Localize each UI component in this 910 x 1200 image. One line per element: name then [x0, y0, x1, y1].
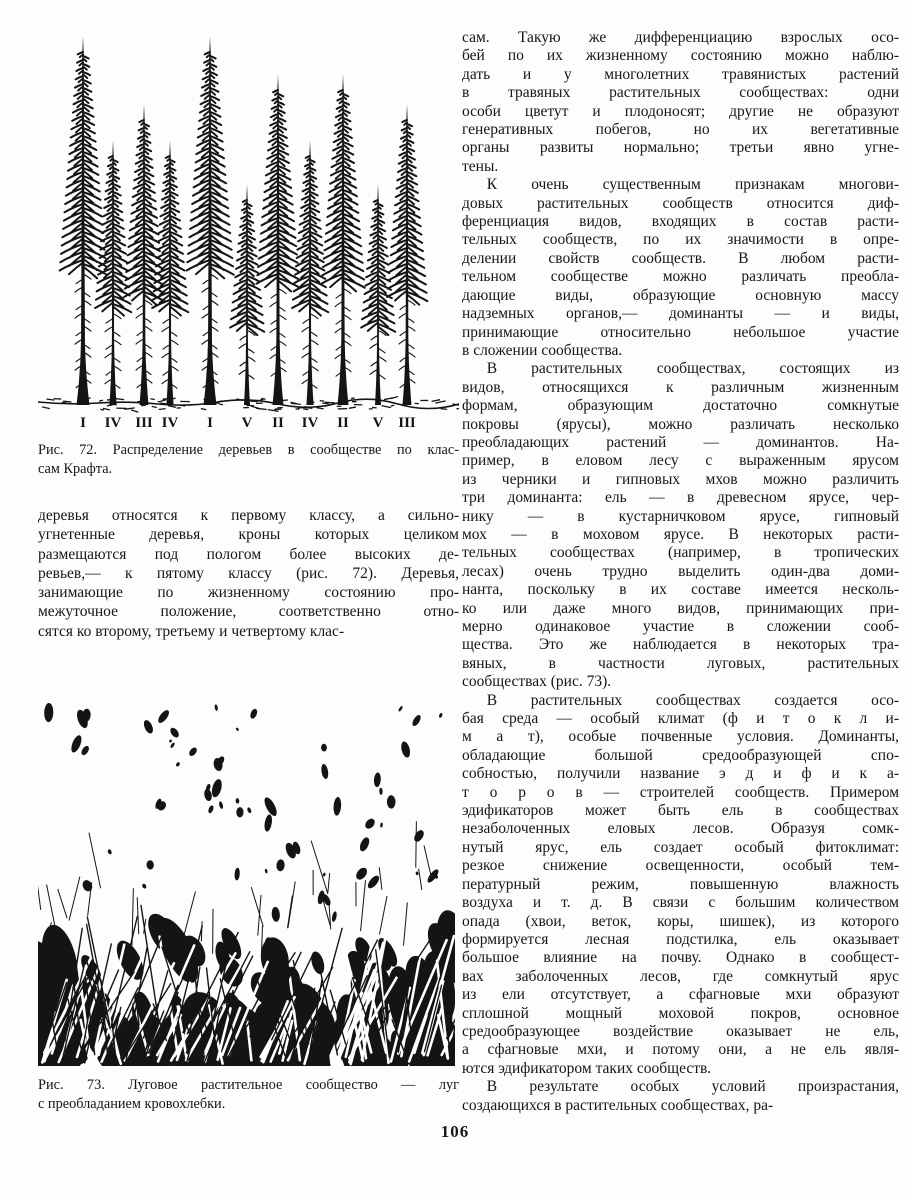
tree-crown-branches — [322, 90, 365, 291]
text-line: видов, относящихся к различным жизненным — [462, 378, 899, 396]
kraft-class-label: V — [372, 415, 384, 431]
seed-head — [426, 868, 441, 884]
seed-head — [203, 788, 213, 802]
page-number: 106 — [440, 1122, 470, 1141]
text-line: размещаются под пологом более высоких де- — [38, 545, 459, 563]
text-line: с преобладанием кровохлебки. — [38, 1095, 226, 1112]
seed-head — [141, 883, 147, 889]
tree-crown-branches — [152, 156, 188, 316]
text-line: в сложении сообщества. — [462, 341, 623, 359]
text-line: нанта, поскольку в их составе имеется несколь- — [462, 581, 899, 599]
kraft-class-label: II — [272, 415, 284, 431]
tree-crown-branches — [95, 156, 131, 316]
text-line: тельном сообществе можно различать преобла- — [462, 268, 899, 286]
seed-head — [358, 836, 371, 853]
text-line: бая среда — особый климат (ф и т о к л и- — [462, 710, 899, 728]
paragraph-1 — [462, 29, 899, 176]
seed-head — [333, 797, 342, 816]
text-line: надземных органов,— доминанты — и виды, — [462, 305, 899, 323]
text-line: преобладающих растений — доминантов. На- — [462, 433, 899, 451]
text-line: вах заболоченных лесов, где сомкнутый ярус — [462, 967, 899, 985]
text-line: в травяных растительных сообществах: одни — [462, 84, 899, 102]
seed-head — [146, 860, 154, 870]
text-line: мох — в моховом ярусе. В некоторых расти- — [462, 525, 899, 543]
text-line: а сфагновые мхи, и потому они, а не ель явля- — [462, 1041, 899, 1059]
text-line: воздуха и т. д. В связи с большим количеством — [462, 894, 899, 912]
text-line: пример, в еловом лесу с выраженным ярусом — [462, 452, 899, 470]
seed-head — [235, 727, 239, 731]
seed-head — [321, 744, 327, 752]
text-line: ко или даже много видов, принимающих при- — [462, 599, 899, 617]
text-line: создающихся в растительных сообществах, ра- — [462, 1096, 774, 1114]
text-line: щества. Это же наблюдается в некоторых тра- — [462, 636, 899, 654]
text-line: сплошной мощный моховой покров, основное — [462, 1004, 899, 1022]
text-line: В растительных сообществах, состоящих из — [486, 360, 899, 378]
text-line: органы развиты нормально; третьи явно угне- — [462, 139, 899, 157]
tree-crown-branches — [292, 156, 328, 316]
text-line: дать и у многолетних травянистых растений — [462, 65, 899, 83]
text-line: три доминанта: ель — в древесном ярусе, чер- — [462, 489, 899, 507]
kraft-class-label: IV — [104, 415, 122, 431]
seed-head — [207, 805, 214, 814]
kraft-class-label: IV — [161, 415, 179, 431]
kraft-class-label: III — [398, 415, 416, 431]
text-line: нику — в кустарничковом ярусе, гипновый — [462, 507, 899, 525]
text-line: угнетенные деревья, кроны которых целиком — [38, 526, 459, 544]
seed-head — [107, 849, 112, 855]
grass-mass — [309, 950, 327, 976]
kraft-class-label: III — [135, 415, 153, 431]
seed-head — [169, 739, 173, 743]
seed-head — [415, 871, 418, 875]
seed-head — [80, 745, 91, 757]
seed-head — [170, 742, 176, 749]
seed-head — [188, 746, 199, 757]
text-line: лесах) очень трудно выделить один-два доми- — [462, 562, 899, 580]
text-line: ются эдификатором таких сообществ. — [462, 1059, 712, 1077]
text-line: К очень существенным признакам многови- — [486, 176, 899, 194]
text-line: В растительных сообществах создается осо- — [486, 691, 899, 709]
text-line: собностью, получили название э д и ф и к а- — [462, 765, 899, 783]
text-line: из черники и гипновых мхов можно различить — [462, 470, 899, 488]
paragraph-2 — [462, 176, 899, 360]
text-line: обладающие большой средообразующей спо- — [462, 746, 899, 764]
seed-head — [214, 704, 218, 711]
text-line: формам, образующим достаточно сомкнутые — [462, 397, 899, 415]
seed-head — [276, 859, 285, 871]
seed-head — [320, 764, 329, 780]
text-line: из ели отсутствует, а сфагновые мхи образуют — [462, 986, 899, 1004]
text-line: деревья относятся к первому классу, а сильно- — [38, 507, 459, 524]
text-line: покровы (ярусы), можно различать несколько — [462, 415, 899, 433]
text-line: резкое снижение освещенности, особый тем- — [462, 857, 899, 875]
text-line: сам. Такую же дифференциацию взрослых осо- — [462, 29, 899, 46]
text-line: средообразующее воздействие оказывает не ель, — [462, 1022, 899, 1040]
text-line: мерно одинаковое участие в сложении сооб- — [462, 618, 899, 635]
seed-head — [175, 762, 180, 768]
right-column — [462, 29, 899, 1115]
text-line: дающие виды, образующие основную массу — [462, 286, 899, 304]
text-line: формируется лесная подстилка, ель оказывает — [462, 930, 899, 948]
tree-crown-branches — [124, 120, 164, 305]
tree-crown-branches — [230, 200, 264, 335]
text-line: тельных сообществах (например, в тропических — [462, 544, 899, 562]
text-line: довых растительных сообществ относится диф- — [462, 194, 899, 212]
text-line: ференциация видов, входящих в состав расти- — [462, 213, 899, 231]
seed-head — [379, 788, 383, 795]
paragraph-3 — [462, 360, 899, 691]
text-line: нутый ярус, ель создает особый фитоклимат: — [462, 838, 899, 856]
seed-head — [380, 822, 383, 827]
seed-head — [331, 911, 337, 922]
kraft-class-label: II — [337, 415, 349, 431]
text-line: ревьев,— к пятому классу (рис. 72). Деревья, — [38, 564, 459, 582]
seed-head — [169, 726, 181, 739]
seed-head — [44, 703, 54, 722]
text-line: занимающие по жизненному состоянию про- — [38, 584, 459, 602]
seed-head — [412, 828, 425, 843]
kraft-classes-tree-illustration — [38, 28, 459, 440]
text-line: пературный режим, повышенную влажность — [462, 875, 899, 893]
seed-head — [263, 814, 273, 832]
text-line: принимающие относительно небольшое участие — [462, 323, 899, 341]
seed-head — [438, 712, 443, 718]
seed-head — [398, 705, 404, 712]
seed-head — [235, 798, 239, 804]
seed-head — [69, 734, 83, 754]
seed-head — [236, 807, 243, 817]
seed-head — [322, 872, 326, 876]
text-line: генеративных побегов, но их вегетативные — [462, 121, 899, 139]
left-column-paragraph — [38, 506, 459, 641]
seed-head — [363, 817, 376, 831]
seed-head — [411, 714, 423, 728]
seed-head — [218, 801, 224, 809]
text-line: Рис. 72. Распределение деревьев в сообществе по клас- — [38, 442, 459, 458]
text-line: м а т), особые почвенные условия. Доминанты, — [462, 728, 899, 746]
figure-72-caption — [38, 441, 459, 478]
seed-head — [354, 866, 369, 882]
text-line: большое влияние на почву. Однако в сообщест- — [462, 949, 899, 967]
tree-crown-branches — [387, 120, 427, 305]
text-line: тены. — [462, 157, 499, 175]
text-line: незаболоченных еловых лесов. Образуя сомк- — [462, 820, 899, 838]
paragraph-4 — [462, 692, 899, 1079]
seed-head — [156, 708, 171, 724]
kraft-class-label: IV — [301, 415, 319, 431]
text-line: тельных сообществ, по их значимости в опре- — [462, 231, 899, 249]
seed-head — [247, 807, 253, 814]
kraft-class-label: I — [80, 415, 86, 431]
seed-head — [249, 708, 258, 720]
seed-head — [234, 868, 240, 881]
seed-head — [142, 719, 155, 735]
seed-head — [271, 906, 280, 922]
text-line: межуточное положение, соответственно отно- — [38, 603, 459, 621]
seed-head — [210, 778, 223, 798]
text-line: сообществах (рис. 73). — [462, 673, 612, 691]
text-line: сятся ко второму, третьему и четвертому клас- — [38, 622, 345, 640]
text-line: вяных, в частности луговых, растительных — [462, 654, 899, 672]
paragraph-5 — [462, 1078, 899, 1115]
seed-head — [81, 879, 94, 893]
text-line: эдификаторов может быть ель в сообществах — [462, 802, 899, 820]
seed-head — [387, 795, 396, 808]
text-line: сам Крафта. — [38, 460, 113, 477]
tree-crown-branches — [257, 90, 300, 291]
kraft-class-label: V — [241, 415, 253, 431]
text-line: бей по их жизненному состоянию можно наблю- — [462, 47, 899, 65]
text-line: т о р о в — строителей сообществ. Примером — [462, 783, 899, 801]
seed-head — [262, 796, 279, 818]
meadow-illustration — [38, 694, 455, 1066]
tree-crown-branches — [361, 200, 395, 335]
kraft-class-label: I — [207, 415, 213, 431]
figure-73-caption — [38, 1076, 459, 1113]
seed-head — [400, 741, 412, 759]
text-line: делении свойств сообществ. В любом расти- — [462, 249, 899, 267]
text-line: Рис. 73. Луговое растительное сообщество — луг — [38, 1077, 459, 1093]
text-line: особи цветут и плодоносят; другие не образуют — [462, 102, 899, 120]
seed-head — [373, 772, 381, 787]
text-line: В результате особых условий произрастания, — [486, 1078, 899, 1096]
seed-head — [366, 874, 381, 890]
text-line: опада (хвои, веток, коры, шишек), из которого — [462, 912, 899, 930]
seed-head — [264, 869, 267, 874]
